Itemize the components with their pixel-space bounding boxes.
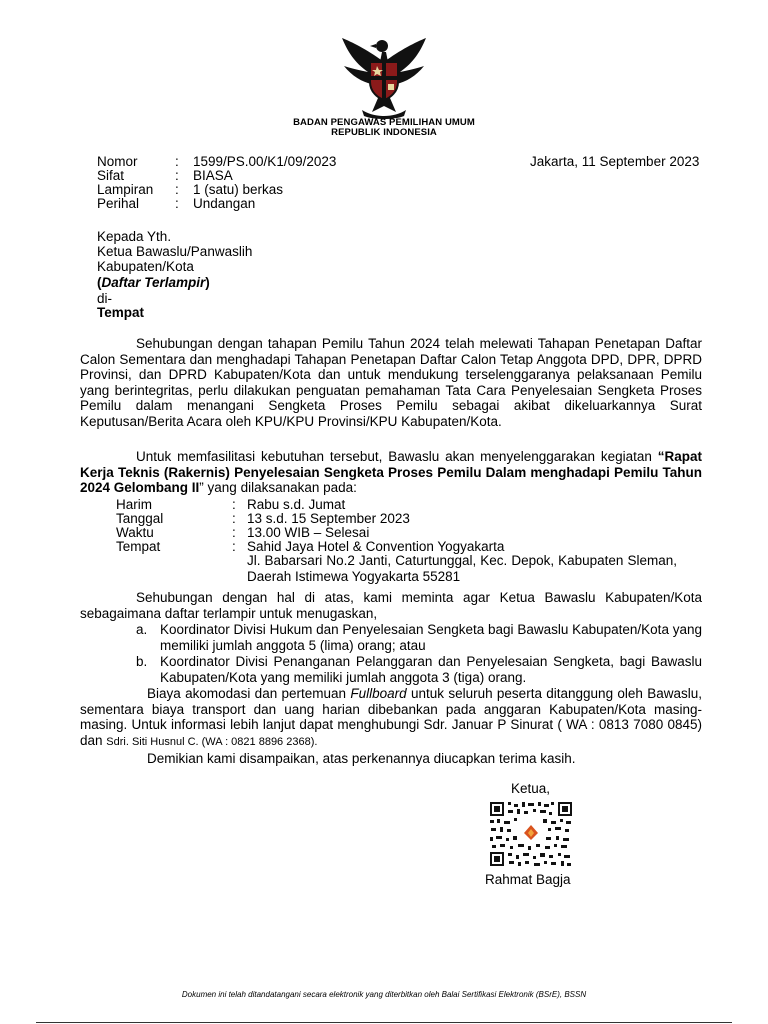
- daftar-terlampir: Daftar Terlampir: [101, 275, 206, 290]
- nomor-colon: :: [175, 154, 179, 169]
- recipient-line6: Tempat: [97, 305, 145, 320]
- sifat-label: Sifat: [97, 168, 125, 183]
- perihal-colon: :: [175, 196, 179, 211]
- paragraph-1: Sehubungan dengan tahapan Pemilu Tahun 2024 telah melewati Tahapan Penetapan Daftar Calon Sementara dan menghadapi Tahapan Penetapan Daftar Calon Tetap Anggota DPD, DPR, DPRD Provinsi, dan DPRD Kabupaten/Kota dan untuk mendukung terselenggaranya pelaksanaan Pemilu yang berintegritas, perlu dilakukan penguatan pemahaman Tata Cara Penyelesaian Sengketa Proses Pemilu dalam menangani Sengketa Proses Pemilu sebagai akibat dikeluarkannya Surat Keputusan/Berita Acara oleh KPU/KPU Provinsi/KPU Kabupaten/Kota.: [80, 336, 702, 429]
- recipient-line1: Kepada Yth.: [97, 229, 172, 244]
- nomor-label: Nomor: [97, 154, 138, 169]
- org-name-line2: REPUBLIK INDONESIA: [331, 127, 437, 138]
- paragraph-4: Biaya akomodasi dan pertemuan Fullboard untuk seluruh peserta ditanggung oleh Bawaslu, sementara biaya transport dan uang harian dibebankan pada anggaran Kabupaten/Kota masing-masing. Untuk informasi lebih lanjut dapat menghubungi Sdr. Januar P Sinurat ( WA : 0813 7080 0845) dan Sdri. Siti Husnul C. (WA : 0821 8896 2368).: [80, 686, 703, 748]
- bottom-divider: [36, 1022, 732, 1023]
- waktu-colon: :: [232, 525, 236, 540]
- waktu-label: Waktu: [116, 525, 154, 540]
- tanggal-label: Tanggal: [116, 511, 164, 526]
- perihal-value: Undangan: [193, 196, 256, 211]
- item-a-marker: a.: [136, 622, 148, 637]
- lampiran-label: Lampiran: [97, 182, 154, 197]
- recipient-line4: (Daftar Terlampir): [97, 275, 210, 290]
- item-b-text: Koordinator Divisi Penanganan Pelanggaran dan Penyelesaian Sengketa, bagi Bawaslu Kabupaten/Kota yang memiliki jumlah anggota 3 (tiga) orang.: [160, 654, 702, 685]
- event-title: Rapat Kerja Teknis (Rakernis) Penyelesaian Sengketa Proses Pemilu Dalam menghadapi Pemilu Tahun 2024 Gelombang II: [80, 449, 702, 495]
- paragraph-3: Sehubungan dengan hal di atas, kami meminta agar Ketua Bawaslu Kabupaten/Kota sebagaimana daftar terlampir untuk menugaskan,: [80, 590, 702, 621]
- signer-name: Rahmat Bagja: [485, 872, 571, 887]
- tanggal-colon: :: [232, 511, 236, 526]
- garuda-emblem-icon: [338, 32, 430, 120]
- waktu-value: 13.00 WIB – Selesai: [247, 525, 370, 540]
- lampiran-value: 1 (satu) berkas: [193, 182, 284, 197]
- item-b-marker: b.: [136, 654, 148, 669]
- qr-code-icon: [488, 800, 574, 868]
- item-a-text: Koordinator Divisi Hukum dan Penyelesaian Sengketa bagi Bawaslu Kabupaten/Kota yang memiliki jumlah anggota 5 (lima) orang; atau: [160, 622, 702, 653]
- recipient-line3: Kabupaten/Kota: [97, 259, 194, 274]
- sifat-colon: :: [175, 168, 179, 183]
- letter-date: Jakarta, 11 September 2023: [530, 154, 700, 169]
- perihal-label: Perihal: [97, 196, 140, 211]
- harim-colon: :: [232, 497, 236, 512]
- tempat-value-1: Sahid Jaya Hotel & Convention Yogyakarta: [247, 539, 505, 554]
- harim-label: Harim: [116, 497, 152, 512]
- paragraph-5: Demikian kami disampaikan, atas perkenannya diucapkan terima kasih.: [147, 751, 576, 766]
- nomor-value: 1599/PS.00/K1/09/2023: [193, 154, 337, 169]
- tempat-colon: :: [232, 539, 236, 554]
- tempat-label: Tempat: [116, 539, 161, 554]
- recipient-line5: di-: [97, 291, 113, 306]
- footer-note: Dokumen ini telah ditandatangani secara elektronik yang diterbitkan oleh Balai Sertifikasi Elektronik (BSrE), BSSN: [181, 990, 587, 999]
- signature-title: Ketua,: [511, 781, 551, 796]
- org-name-line1: BADAN PENGAWAS PEMILIHAN UMUM: [293, 117, 475, 128]
- paragraph-2: Untuk memfasilitasi kebutuhan tersebut, Bawaslu akan menyelenggarakan kegiatan “Rapat Kerja Teknis (Rakernis) Penyelesaian Sengketa Proses Pemilu Dalam menghadapi Pemilu Tahun 2024 Gelombang II” yang dilaksanakan pada:: [80, 449, 702, 495]
- tempat-value-2: Jl. Babarsari No.2 Janti, Caturtunggal, Kec. Depok, Kabupaten Sleman, Daerah Istimewa Yogyakarta 55281: [247, 553, 677, 584]
- recipient-line2: Ketua Bawaslu/Panwaslih: [97, 244, 253, 259]
- sifat-value: BIASA: [193, 168, 233, 183]
- lampiran-colon: :: [175, 182, 179, 197]
- harim-value: Rabu s.d. Jumat: [247, 497, 346, 512]
- tanggal-value: 13 s.d. 15 September 2023: [247, 511, 410, 526]
